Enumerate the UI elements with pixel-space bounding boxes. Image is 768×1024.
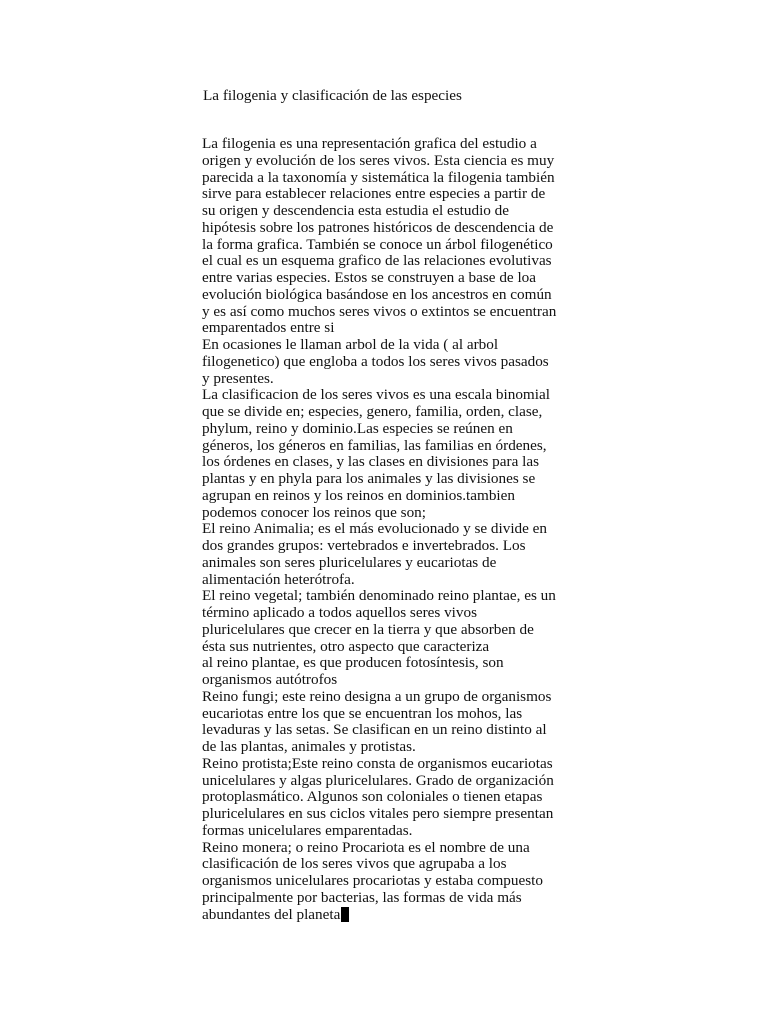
text-line: pluricelulares en sus ciclos vitales pero siempre presentan: [202, 805, 554, 822]
text-line: organismos autótrofos: [202, 671, 338, 688]
text-line: La clasificacion de los seres vivos es una escala binomial: [202, 386, 550, 404]
text-line: La filogenia es una representación grafica del estudio a: [202, 135, 537, 152]
text-line: y es así como muchos seres vivos o extintos se encuentran: [202, 302, 557, 320]
text-line: al reino plantae, es que producen fotosíntesis, son: [202, 654, 504, 672]
text-line: el cual es un esquema grafico de las relaciones evolutivas: [202, 252, 552, 270]
text-line: alimentación heterótrofa.: [202, 570, 355, 588]
text-line: parecida a la taxonomía y sistemática la filogenia también: [202, 168, 555, 186]
text-line: entre varias especies. Estos se construyen a base de loa: [202, 269, 536, 286]
text-line: ésta sus nutrientes, otro aspecto que caracteriza: [202, 637, 490, 655]
text-line: evolución biológica basándose en los ancestros en común: [202, 285, 552, 303]
text-line: phylum, reino y dominio.Las especies se reúnen en: [202, 419, 513, 437]
text-line: animales son seres pluricelulares y eucariotas de: [202, 553, 497, 571]
text-line: plantas y en phyla para los animales y las divisiones se: [202, 470, 536, 487]
text-line: hipótesis sobre los patrones históricos de descendencia de: [202, 218, 554, 236]
text-line: origen y evolución de los seres vivos. Esta ciencia es muy: [202, 151, 555, 169]
text-line: podemos conocer los reinos que son;: [202, 503, 426, 521]
text-line: los órdenes en clases, y las clases en divisiones para las: [202, 453, 539, 471]
text-cursor: [341, 907, 349, 922]
text-line: emparentados entre si: [202, 319, 335, 337]
text-line: organismos unicelulares procariotas y estaba compuesto: [202, 872, 543, 889]
document-title: La filogenia y clasificación de las especies: [203, 87, 462, 104]
text-line: formas unicelulares emparentadas.: [202, 821, 413, 839]
text-line: y presentes.: [202, 369, 274, 387]
document-body[interactable]: [202, 136, 582, 923]
text-line: término aplicado a todos aquellos seres vivos: [202, 604, 477, 621]
text-line: Reino fungi; este reino designa a un grupo de organismos: [202, 687, 552, 705]
text-line: de las plantas, animales y protistas.: [202, 738, 416, 755]
text-line: En ocasiones le llaman arbol de la vida ( al arbol: [202, 336, 499, 353]
text-line: clasificación de los seres vivos que agrupaba a los: [202, 855, 507, 873]
text-line: unicelulares y algas pluricelulares. Grado de organización: [202, 771, 554, 789]
text-line: El reino Animalia; es el más evolucionado y se divide en: [202, 520, 548, 538]
text-line: géneros, los géneros en familias, las familias en órdenes,: [202, 436, 547, 454]
text-line: Reino monera; o reino Procariota es el nombre de una: [202, 838, 530, 856]
text-line: dos grandes grupos: vertebrados e invertebrados. Los: [202, 537, 526, 554]
text-line: Reino protista;Este reino consta de organismos eucariotas: [202, 754, 553, 772]
text-line: la forma grafica. También se conoce un árbol filogenético: [202, 235, 553, 253]
text-line: su origen y descendencia esta estudia el estudio de: [202, 202, 510, 219]
text-line: El reino vegetal; también denominado reino plantae, es un: [202, 587, 556, 605]
text-line: pluricelulares que crecer en la tierra y que absorben de: [202, 620, 534, 638]
text-line: eucariotas entre los que se encuentran los mohos, las: [202, 704, 523, 722]
text-line: abundantes del planeta: [202, 907, 582, 924]
text-line: protoplasmático. Algunos son coloniales o tienen etapas: [202, 788, 543, 806]
text-line: que se divide en; especies, genero, familia, orden, clase,: [202, 403, 543, 420]
text-line: principalmente por bacterias, las formas de vida más: [202, 888, 522, 906]
text-line: filogenetico) que engloba a todos los seres vivos pasados: [202, 352, 549, 370]
text-line: sirve para establecer relaciones entre especies a partir de: [202, 185, 546, 203]
text-line: agrupan en reinos y los reinos en dominios.tambien: [202, 486, 515, 504]
text-line: levaduras y las setas. Se clasifican en un reino distinto al: [202, 721, 547, 739]
